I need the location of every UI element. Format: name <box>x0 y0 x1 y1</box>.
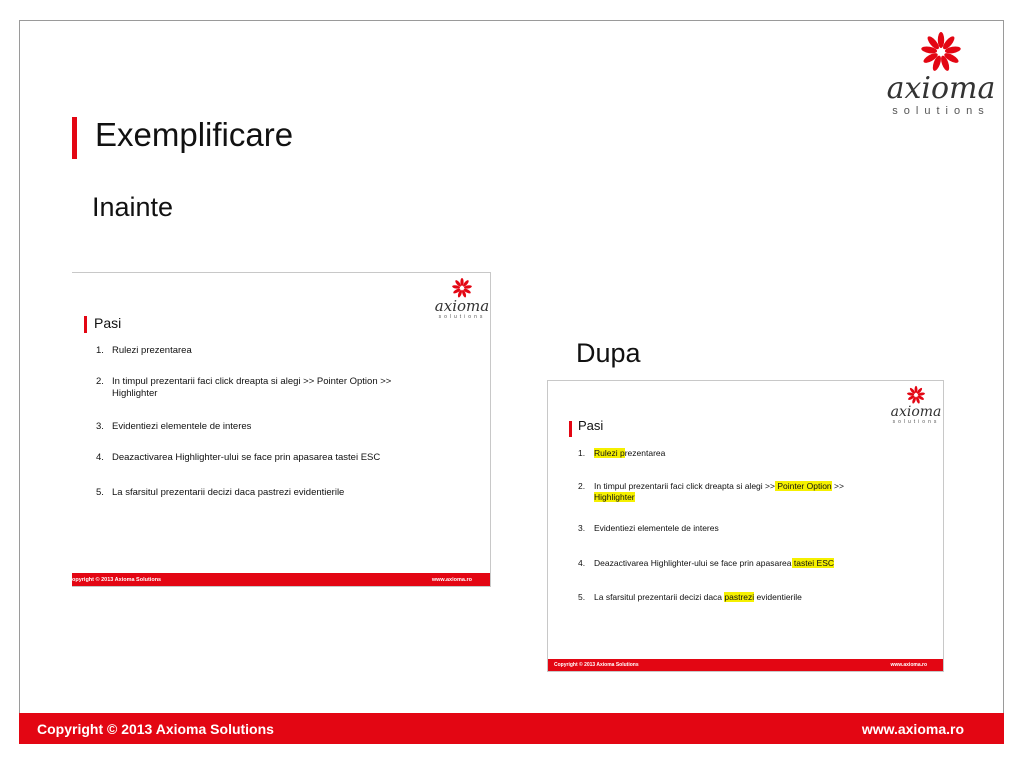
highlighted-text: pastrezi <box>724 592 755 602</box>
label-after: Dupa <box>576 338 641 368</box>
flower-icon <box>451 277 473 299</box>
slide-footer-copyright: opyright © 2013 Axioma Solutions <box>72 576 162 583</box>
list-item: 1. Rulezi prezentarea <box>96 345 192 356</box>
highlighted-text: Pointer Option <box>774 481 832 491</box>
logo-subtitle: solutions <box>892 419 940 425</box>
list-item: 3. Evidentiezi elementele de interes <box>578 523 719 533</box>
slide-footer-url: www.axioma.ro <box>431 576 472 583</box>
footer-url: www.axioma.ro <box>861 720 964 737</box>
list-item: 4. Deazactivarea Highlighter-ului se face prin apasarea tastei ESC <box>578 558 835 568</box>
list-item: 3. Evidentiezi elementele de interes <box>96 421 252 432</box>
highlighted-text: tastei ESC <box>791 558 835 568</box>
slide-footer <box>548 659 943 671</box>
page-footer <box>19 713 1004 744</box>
highlighted-text: Highlighter <box>594 492 635 502</box>
steps-list <box>96 345 486 507</box>
logo-subtitle: solutions <box>438 314 486 320</box>
list-item: 5. La sfarsitul prezentarii decizi daca pastrezi evidentierile <box>96 487 345 498</box>
slide-title: Pasi <box>94 315 122 331</box>
flower-icon <box>919 30 963 74</box>
list-item: 2. In timpul prezentarii faci click dreapta si alegi >> Pointer Option >> Highlighter <box>578 481 844 502</box>
logo-wordmark: axioma <box>434 297 490 315</box>
label-before: Inainte <box>92 192 174 222</box>
steps-list <box>578 448 938 612</box>
slide-title-accent-bar <box>569 421 572 437</box>
footer-copyright: Copyright © 2013 Axioma Solutions <box>37 720 274 737</box>
title-accent-bar <box>72 117 77 159</box>
logo-wordmark: axioma <box>886 71 996 106</box>
list-item: 2. In timpul prezentarii faci click dreapta si alegi >> Pointer Option >> Highlighter <box>96 376 392 399</box>
slide-after-thumbnail <box>547 380 944 672</box>
slide-before-logo <box>432 277 491 320</box>
page-title: Exemplificare <box>95 116 294 153</box>
slide-footer-copyright: Copyright © 2013 Axioma Solutions <box>554 662 639 668</box>
logo-wordmark: axioma <box>890 404 942 420</box>
slide-title-accent-bar <box>84 316 87 333</box>
axioma-logo <box>886 30 996 117</box>
logo-subtitle: solutions <box>892 105 990 117</box>
slide-after-logo <box>888 385 944 425</box>
list-item: 5. La sfarsitul prezentarii decizi daca pastrezi evidentierile <box>578 592 802 602</box>
list-item: 1. Rulezi prezentarea <box>578 448 666 458</box>
slide-footer-url: www.axioma.ro <box>890 662 927 668</box>
slide-title: Pasi <box>578 418 604 433</box>
list-item: 4. Deazactivarea Highlighter-ului se face prin apasarea tastei ESC <box>96 452 381 463</box>
flower-icon <box>906 385 926 405</box>
slide-footer <box>72 573 490 586</box>
slide-before-thumbnail <box>72 272 491 587</box>
highlighted-text: Rulezi p <box>594 448 625 458</box>
